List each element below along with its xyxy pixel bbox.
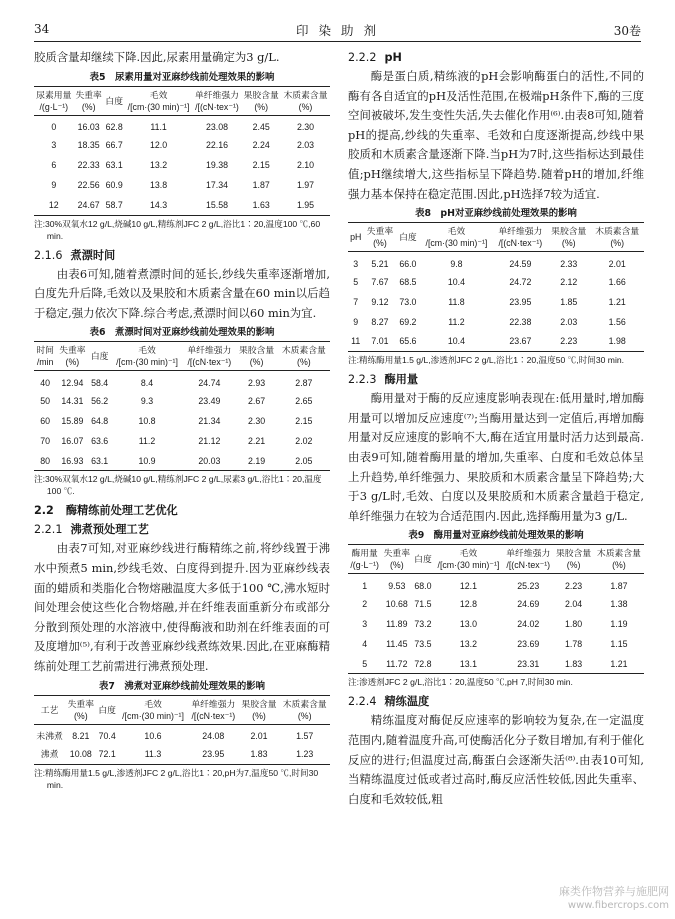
- table-cell: 10.4: [447, 336, 465, 347]
- section-2-2-4-heading: 2.2.4 精练温度: [348, 695, 430, 709]
- table-cell: 24.74: [198, 378, 221, 389]
- table-cell: 7.67: [371, 276, 389, 287]
- table-cell: 12.1: [459, 581, 477, 592]
- table-cell: 10.6: [144, 731, 162, 742]
- table-cell: 2.24: [252, 140, 270, 151]
- table-row: [348, 272, 644, 292]
- table-cell: 18.35: [77, 140, 100, 151]
- table-cell: 1.98: [608, 336, 626, 347]
- table-cell: 5: [353, 276, 359, 287]
- table-header-cell: 单纤维强力 /[(cN·tex⁻¹): [494, 223, 548, 252]
- table-cell: 2.23: [560, 336, 578, 347]
- table-cell: 3: [353, 258, 359, 269]
- page-header: [34, 18, 641, 42]
- table-cell: 4: [362, 638, 368, 649]
- table-cell: 12.94: [61, 378, 84, 389]
- table-header-cell: 失重率 (%): [56, 342, 88, 371]
- paragraph-2-2-4: 精练温度对酶促反应速率的影响较为复杂,在一定温度范围内,随着温度升高,可使酶活化分子数目增加,有利于催化反应的进行;但温度过高,酶蛋白会逐渐失活⁽⁸⁾.由表10可知,当精练温度过低或者过高时,酶反应活性较低,因此失重率、白度和毛效较低,粗: [348, 713, 644, 806]
- table-header-cell: 果胶含量 (%): [239, 695, 280, 724]
- table-7-caption: 表7 沸煮对亚麻纱线前处理效果的影响: [99, 680, 265, 692]
- section-2-2-heading: 2.2 酶精练前处理工艺优化: [34, 504, 178, 518]
- page-number: 34: [34, 22, 50, 36]
- table-header-cell: 毛效 /[cm·(30 min)⁻¹]: [434, 545, 504, 574]
- table-cell: 1.95: [296, 199, 315, 210]
- table-cell: 73.0: [399, 296, 417, 307]
- table-cell: 11.89: [386, 618, 408, 629]
- table-cell: 沸煮: [40, 748, 59, 759]
- table-header-cell: 单纤维强力 /[(cN·tex⁻¹): [183, 342, 235, 371]
- table-cell: 24.69: [517, 598, 540, 609]
- table-cell: 9: [353, 316, 359, 327]
- table-cell: 21.34: [198, 415, 221, 426]
- table-cell: 24.02: [517, 618, 540, 629]
- table-cell: 13.2: [150, 160, 168, 171]
- paragraph-continued: 胶质含量却继续下降.因此,尿素用量确定为3 g/L.: [34, 50, 280, 64]
- table-row: [34, 155, 330, 175]
- table-cell: 1.83: [250, 748, 268, 759]
- table-cell: 2.30: [248, 415, 266, 426]
- table-cell: 66.7: [105, 140, 123, 151]
- table-cell: 13.0: [459, 618, 477, 629]
- table-header-cell: 白度: [96, 695, 118, 724]
- table-cell: 11.1: [150, 122, 167, 133]
- table-cell: 2.30: [296, 122, 315, 133]
- paragraph-2-2-1: 由表7可知,对亚麻纱线进行酶精练之前,将纱线置于沸水中预煮5 min,纱线毛效、白度得到提升.因为亚麻纱线表面的蜡质和类脂化合物熔融温度大多低于100 ℃,沸水短时间处理会使这些化合物熔融,并在纤维表面重新分布或部分分散到预处理的水溶液中,使得酶液和助剂在纤维表面的可及度增加⁽⁵⁾,有利于改善亚麻纱线煮练效果.因此,在亚麻酶精练前处理工艺前需进行沸煮预处理.: [34, 541, 330, 673]
- table-header-cell: 失重率 (%): [363, 223, 396, 252]
- table-cell: 5.21: [371, 258, 389, 269]
- table-row: [348, 594, 644, 614]
- journal-name: 印 染 助 剂: [296, 23, 379, 38]
- table-cell: 14.31: [61, 395, 84, 406]
- table-cell: 13.1: [459, 658, 477, 669]
- table-cell: 23.49: [198, 395, 221, 406]
- table-cell: 9.53: [388, 581, 406, 592]
- table-cell: 63.6: [91, 435, 109, 446]
- table-cell: 71.5: [414, 598, 432, 609]
- watermark-text: 麻类作物营养与施肥网: [559, 885, 669, 898]
- table-header-cell: 白度: [396, 223, 419, 252]
- table-6-caption: 表6 煮漂时间对亚麻纱线前处理效果的影响: [89, 327, 275, 339]
- table-cell: 10.9: [138, 455, 156, 466]
- table-cell: 23.31: [517, 658, 540, 669]
- table-cell: 17.34: [205, 180, 228, 191]
- table-cell: 80: [40, 455, 51, 466]
- table-cell: 2.87: [295, 378, 313, 389]
- table-9: [348, 544, 644, 674]
- table-cell: 2.03: [296, 140, 315, 151]
- table-cell: 70.4: [98, 731, 116, 742]
- table-row: [34, 451, 330, 471]
- table-cell: 23.95: [202, 748, 225, 759]
- table-cell: 11.2: [448, 316, 465, 327]
- table-8-caption: 表8 pH对亚麻纱线前处理效果的影响: [415, 208, 577, 220]
- table-cell: 2.01: [250, 731, 268, 742]
- table-cell: 15.89: [61, 415, 84, 426]
- table-7-note: 注:精练酶用量1.5 g/L,渗透剂JFC 2 g/L,浴比1∶20,pH为7,温度50 ℃,时间30 min.: [34, 767, 319, 790]
- table-cell: 24.67: [77, 199, 100, 210]
- table-8-note: 注:精练酶用量1.5 g/L,渗透剂JFC 2 g/L,浴比1∶20,温度50 ℃,时间30 min.: [348, 355, 625, 366]
- table-cell: 22.16: [205, 140, 228, 151]
- table-header-cell: 单纤维强力 /[(cN·tex⁻¹): [188, 695, 239, 724]
- table-cell: 19.38: [205, 160, 228, 171]
- section-2-2-1-heading: 2.2.1 沸煮预处理工艺: [34, 523, 149, 537]
- table-cell: 11.2: [138, 435, 156, 446]
- table-cell: 2.12: [560, 276, 578, 287]
- table-cell: 22.56: [77, 180, 100, 191]
- table-cell: 9.12: [371, 296, 389, 307]
- table-cell: 1.21: [610, 658, 628, 669]
- paragraph-2-2-3: 酶用量对于酶的反应速度影响表现在:低用量时,增加酶用量可以增加反应速度⁽⁷⁾;当酶用量达到一定值后,再增加酶用量对反应速度的影响不大,酶在适宜用量时活力达到最高.由表9可知,随着酶用量的增加,失重率、白度和毛效总体呈上升趋势,单纤维强力、果胶质和木质素含量呈下降趋势;大于3 g/L时,毛效、白度以及果胶质和木质素含量趋于稳定,单纤维强力在较为合适范围内.因此,选择酶用量为3 g/L.: [348, 391, 644, 523]
- table-cell: 21.12: [198, 435, 221, 446]
- paragraph-2-2-2: 酶是蛋白质,精练液的pH会影响酶蛋白的活性,不同的酶有各自适宜的pH及活性范围,在极端pH条件下,酶的三度空间被破坏,发生变性失活,失去催化作用⁽⁶⁾.由表8可知,随着pH的提高,纱线的失重率、毛效和白度逐渐提高,纱线中果胶质和木质素含量逐渐下降.当pH为7时,这些指标达到最佳值;pH继续增大,这些指标呈下降趋势.随着pH的增加,纤维强力基本保持在稳定范围.因此,pH选择7较为适宜.: [348, 69, 644, 201]
- section-2-2-3-heading: 2.2.3 酶用量: [348, 373, 419, 387]
- table-cell: 1.38: [610, 598, 628, 609]
- table-cell: 10.4: [447, 276, 465, 287]
- table-cell: 1: [362, 581, 368, 592]
- table-cell: 22.33: [77, 160, 100, 171]
- site-watermark: [559, 885, 669, 913]
- table-cell: 62.8: [105, 122, 123, 133]
- table-cell: 1.87: [252, 180, 270, 191]
- table-cell: 10.68: [385, 598, 408, 609]
- table-row: [348, 654, 644, 674]
- table-header-cell: 木质素含量 (%): [278, 342, 330, 371]
- table-cell: 24.72: [509, 276, 532, 287]
- table-header-cell: 失重率 (%): [65, 695, 96, 724]
- table-header-cell: 木质素含量 (%): [590, 223, 644, 252]
- table-cell: 16.93: [61, 455, 84, 466]
- table-cell: 56.2: [91, 395, 109, 406]
- table-cell: 15.58: [205, 199, 228, 210]
- table-cell: 58.7: [105, 199, 123, 210]
- table-header-cell: pH: [348, 223, 363, 252]
- table-cell: 7.01: [371, 336, 389, 347]
- table-cell: 2.02: [295, 435, 313, 446]
- paragraph-2-1-6: 由表6可知,随着煮漂时间的延长,纱线失重率逐渐增加,白度先升后降,毛效以及果胶和木质素含量在60 min以后趋于稳定,强力依次下降.综合考虑,煮漂时间以60 min为宜.: [34, 266, 330, 320]
- table-cell: 24.59: [509, 258, 532, 269]
- table-cell: 70: [40, 435, 51, 446]
- table-row: [34, 724, 330, 744]
- table-cell: 2.23: [565, 581, 583, 592]
- table-9-caption: 表9 酶用量对亚麻纱线前处理效果的影响: [408, 530, 584, 542]
- table-cell: 2.19: [248, 455, 266, 466]
- table-cell: 1.66: [608, 276, 626, 287]
- table-cell: 8.27: [371, 316, 389, 327]
- table-header-cell: 单纤维强力 /[(cN·tex⁻¹): [193, 86, 242, 115]
- table-cell: 11: [351, 336, 361, 347]
- table-cell: 69.2: [399, 316, 417, 327]
- table-header-cell: 果胶含量 (%): [547, 223, 590, 252]
- table-cell: 2.21: [248, 435, 266, 446]
- table-cell: 0: [51, 122, 57, 133]
- table-cell: 22.38: [509, 316, 532, 327]
- table-5: [34, 86, 330, 216]
- table-row: [348, 574, 644, 594]
- table-cell: 10.8: [138, 415, 156, 426]
- section-2-1-6-heading: 2.1.6 煮漂时间: [34, 248, 116, 262]
- table-row: [34, 135, 330, 155]
- table-cell: 23.08: [205, 122, 228, 133]
- table-cell: 1.23: [296, 748, 314, 759]
- table-cell: 1.56: [608, 316, 626, 327]
- table-header-cell: 单纤维强力 /[(cN·tex⁻¹): [503, 545, 553, 574]
- table-5-note: 注:30%双氧水12 g/L,烧碱10 g/L,精练剂JFC 2 g/L,浴比1∶20,温度100 ℃,60 min.: [34, 218, 321, 241]
- table-cell: 1.83: [565, 658, 583, 669]
- table-cell: 3: [362, 618, 368, 629]
- table-cell: 2: [362, 598, 368, 609]
- table-6: [34, 341, 330, 471]
- table-cell: 1.78: [565, 638, 583, 649]
- table-cell: 2.03: [560, 316, 578, 327]
- table-row: [34, 391, 330, 411]
- table-cell: 2.05: [295, 455, 313, 466]
- table-cell: 66.0: [399, 258, 417, 269]
- table-cell: 9: [51, 180, 57, 191]
- table-header-cell: 果胶含量 (%): [553, 545, 594, 574]
- table-header-cell: 毛效 /[cm·(30 min)⁻¹]: [125, 86, 193, 115]
- table-cell: 7: [353, 296, 359, 307]
- table-cell: 72.8: [414, 658, 432, 669]
- table-row: [348, 252, 644, 272]
- table-cell: 2.93: [248, 378, 266, 389]
- table-cell: 11.8: [448, 296, 465, 307]
- table-row: [34, 175, 330, 195]
- table-cell: 14.3: [150, 199, 168, 210]
- table-header-cell: 毛效 /[cm·(30 min)⁻¹]: [419, 223, 493, 252]
- table-cell: 60: [40, 415, 51, 426]
- table-header-cell: 失重率 (%): [381, 545, 412, 574]
- table-cell: 2.10: [296, 160, 315, 171]
- table-cell: 65.6: [399, 336, 417, 347]
- table-cell: 9.3: [140, 395, 154, 406]
- table-cell: 1.80: [565, 618, 583, 629]
- table-cell: 40: [40, 378, 51, 389]
- table-row: [348, 332, 644, 352]
- table-header-cell: 时间 /min: [34, 342, 56, 371]
- table-cell: 12.0: [150, 140, 168, 151]
- table-row: [34, 371, 330, 391]
- table-cell: 1.57: [296, 731, 314, 742]
- table-8: [348, 222, 644, 352]
- table-9-note: 注:渗透剂JFC 2 g/L,浴比1∶20,温度50 ℃,pH 7,时间30 min.: [348, 677, 573, 688]
- table-header-cell: 酶用量 /(g·L⁻¹): [348, 545, 381, 574]
- table-cell: 23.95: [509, 296, 532, 307]
- table-6-note: 注:30%双氧水12 g/L,烧碱10 g/L,精练剂JFC 2 g/L,尿素3 g/L,浴比1∶20,温度100 ℃.: [34, 474, 322, 497]
- table-cell: 12: [48, 199, 59, 210]
- table-cell: 11.72: [386, 658, 408, 669]
- table-cell: 2.45: [252, 122, 270, 133]
- table-row: [348, 312, 644, 332]
- section-2-2-2-heading: 2.2.2 pH: [348, 51, 402, 64]
- table-cell: 72.1: [98, 748, 116, 759]
- table-header-cell: 白度: [104, 86, 125, 115]
- table-cell: 未沸煮: [36, 731, 63, 742]
- table-cell: 6: [51, 160, 57, 171]
- left-column: [34, 48, 330, 795]
- table-row: [348, 614, 644, 634]
- table-cell: 2.33: [560, 258, 578, 269]
- watermark-url: www.fibercrops.com: [567, 900, 669, 911]
- table-cell: 50: [40, 395, 51, 406]
- table-cell: 5: [362, 658, 368, 669]
- table-cell: 58.4: [91, 378, 109, 389]
- table-row: [348, 292, 644, 312]
- table-cell: 12.8: [459, 598, 477, 609]
- table-cell: 68.0: [414, 581, 432, 592]
- table-cell: 8.21: [72, 731, 90, 742]
- table-cell: 1.97: [296, 180, 315, 191]
- table-5-caption: 表5 尿素用量对亚麻纱线前处理效果的影响: [89, 71, 275, 83]
- table-row: [348, 634, 644, 654]
- table-cell: 68.5: [399, 276, 417, 287]
- table-cell: 11.45: [386, 638, 408, 649]
- table-cell: 16.07: [61, 435, 84, 446]
- table-cell: 1.87: [610, 581, 628, 592]
- table-cell: 13.2: [459, 638, 477, 649]
- table-row: [34, 411, 330, 431]
- table-header-cell: 果胶含量 (%): [235, 342, 277, 371]
- table-cell: 1.63: [252, 199, 270, 210]
- table-cell: 73.5: [414, 638, 432, 649]
- table-cell: 1.19: [610, 618, 628, 629]
- table-cell: 2.15: [295, 415, 313, 426]
- table-cell: 1.21: [608, 296, 626, 307]
- table-cell: 63.1: [105, 160, 123, 171]
- table-cell: 2.15: [252, 160, 270, 171]
- table-cell: 2.67: [248, 395, 266, 406]
- table-cell: 2.01: [608, 258, 626, 269]
- table-cell: 13.8: [150, 180, 168, 191]
- table-cell: 16.03: [77, 122, 100, 133]
- table-header-cell: 尿素用量 /(g·L⁻¹): [34, 86, 74, 115]
- table-header-cell: 毛效 /[cm·(30 min)⁻¹]: [111, 342, 183, 371]
- table-header-cell: 毛效 /[cm·(30 min)⁻¹]: [118, 695, 188, 724]
- table-header-cell: 木质素含量 (%): [281, 86, 330, 115]
- table-cell: 73.2: [414, 618, 432, 629]
- table-cell: 3: [51, 140, 57, 151]
- table-cell: 63.1: [91, 455, 109, 466]
- volume-label: 30卷: [613, 24, 641, 38]
- table-header-cell: 果胶含量 (%): [241, 86, 281, 115]
- table-7: [34, 695, 330, 765]
- table-row: [34, 115, 330, 135]
- right-column: [348, 48, 644, 809]
- table-cell: 1.85: [560, 296, 578, 307]
- table-cell: 11.3: [144, 748, 162, 759]
- table-cell: 10.08: [69, 748, 92, 759]
- table-header-cell: 白度: [89, 342, 111, 371]
- table-cell: 9.8: [450, 258, 463, 269]
- table-cell: 24.08: [202, 731, 225, 742]
- table-cell: 25.23: [517, 581, 540, 592]
- table-cell: 2.04: [565, 598, 583, 609]
- table-cell: 2.65: [295, 395, 313, 406]
- table-cell: 1.15: [610, 638, 628, 649]
- table-header-cell: 木质素含量 (%): [279, 695, 330, 724]
- table-header-cell: 木质素含量 (%): [594, 545, 644, 574]
- table-cell: 8.4: [140, 378, 154, 389]
- table-header-cell: 工艺: [34, 695, 65, 724]
- table-cell: 23.69: [517, 638, 540, 649]
- table-row: [34, 744, 330, 764]
- table-header-cell: 失重率 (%): [74, 86, 104, 115]
- table-row: [34, 195, 330, 215]
- table-cell: 64.8: [91, 415, 109, 426]
- table-row: [34, 431, 330, 451]
- table-cell: 23.67: [509, 336, 532, 347]
- table-cell: 60.9: [105, 180, 123, 191]
- table-header-cell: 白度: [412, 545, 433, 574]
- table-cell: 20.03: [198, 455, 221, 466]
